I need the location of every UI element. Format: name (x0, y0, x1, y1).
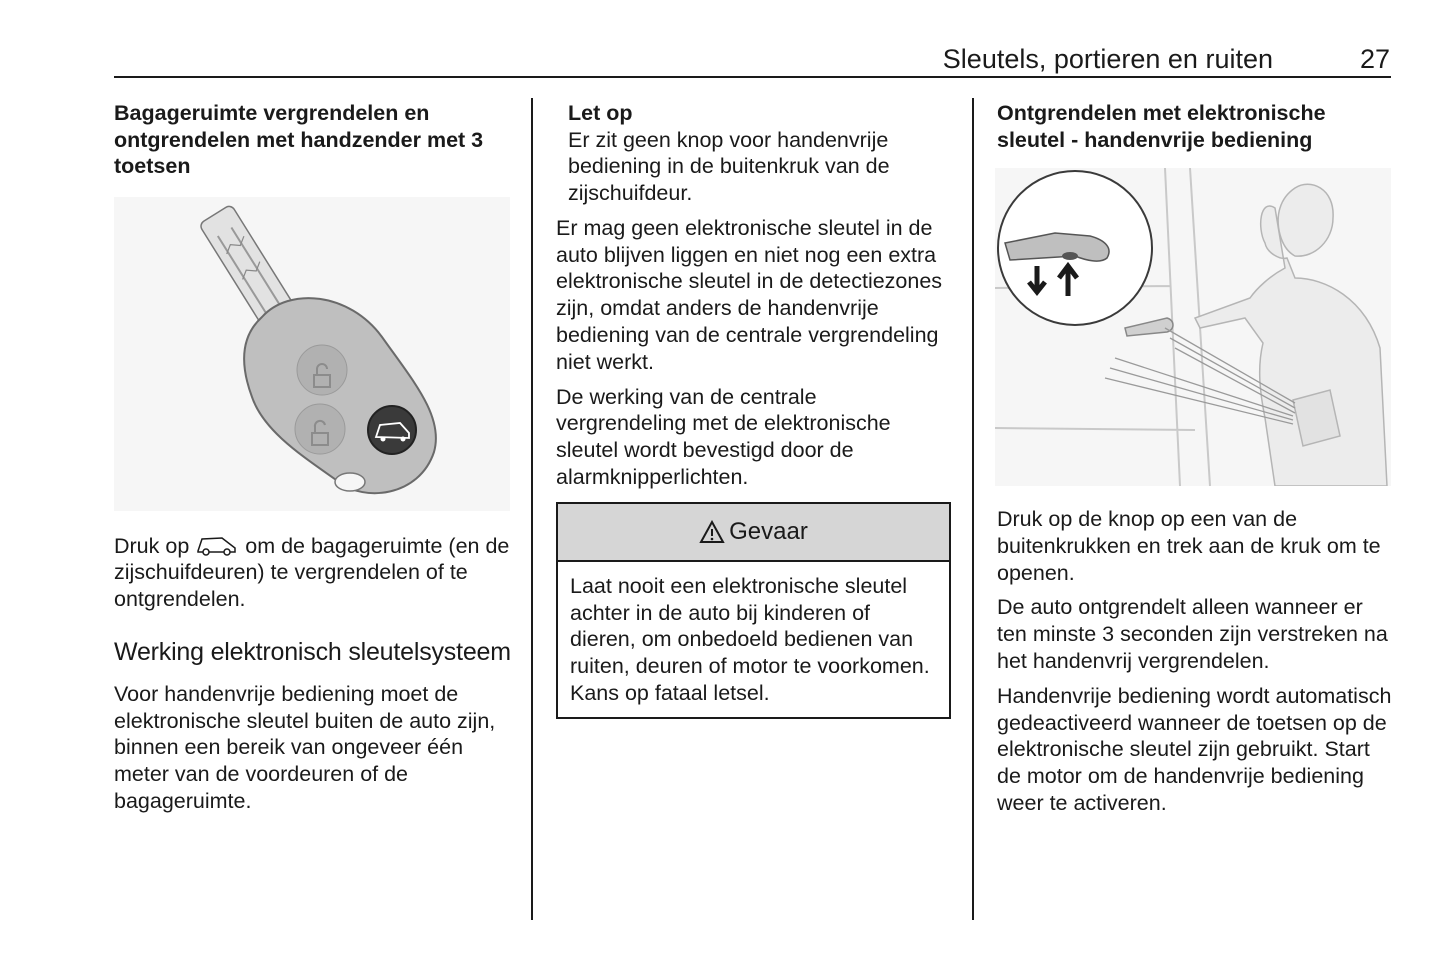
page-number: 27 (1359, 44, 1390, 74)
paragraph-unlock-delay: De auto ontgrendelt alleen wanneer er ten minste 3 seconden zijn verstreken na het handenvrij vergrendelen. (997, 595, 1388, 673)
column-3 (997, 100, 1392, 817)
column-1 (114, 100, 512, 815)
note-title: Let op (568, 101, 633, 125)
warning-triangle-icon (699, 520, 725, 544)
paragraph-no-key-inside: Er mag geen elektronische sleutel in de auto blijven liggen en niet nog een extra elektronische sleutel in de detectiezones zijn, omdat anders de handenvrije bediening van de centrale vergrendeling niet werkt. (556, 215, 943, 374)
column-2 (556, 100, 951, 719)
section-heading-bagageruimte: Bagageruimte vergrendelen en ontgrendelen met handzender met 3 toetsen (114, 101, 484, 178)
warning-title: Gevaar (729, 517, 808, 545)
section-heading-unlock-handsfree: Ontgrendelen met elektronische sleutel - handenvrije bediening (997, 101, 1326, 152)
handsfree-unlock-illustration (995, 168, 1391, 486)
column-divider-2 (972, 98, 974, 920)
note-text: Er zit geen knop voor handenvrije bediening in de buitenkruk van de zijschuifdeur. (568, 127, 890, 206)
paragraph-trunk-button: Druk op om de bagageruimte (en de zijschuifdeuren) te vergrendelen of te ontgrendelen. (114, 533, 510, 612)
van-outline-icon (195, 534, 239, 556)
danger-warning-box (556, 502, 951, 719)
paragraph-deactivation: Handenvrije bediening wordt automatisch gedeactiveerd wanneer de toetsen op de elektronische sleutel zijn gebruikt. Start de motor om de handenvrije bediening weer te activeren. (997, 683, 1392, 815)
column-divider-1 (531, 98, 533, 920)
warning-header (558, 504, 949, 562)
paragraph-press-handle-button: Druk op de knop op een van de buitenkrukken en trek aan de kruk om te openen. (997, 507, 1381, 585)
note-box (568, 100, 951, 207)
header-rule (114, 76, 1391, 78)
warning-text: Laat nooit een elektronische sleutel achter in de auto bij kinderen of dieren, om onbedoeld bedienen van ruiten, deuren of motor te voorkomen. Kans op fataal letsel. (570, 573, 930, 706)
running-header-title: Sleutels, portieren en ruiten (942, 44, 1273, 74)
section-title-electronic-key: Werking elektronisch sleutelsysteem (114, 637, 511, 666)
paragraph-handsfree-range: Voor handenvrije bediening moet de elektronische sleutel buiten de auto zijn, binnen een bereik van ongeveer één meter van de voordeuren of de bagageruimte. (114, 681, 496, 814)
paragraph-hazard-lights: De werking van de centrale vergrendeling met de elektronische sleutel wordt bevestigd door de alarmknipperlichten. (556, 384, 891, 490)
key-fob-illustration (114, 197, 510, 511)
